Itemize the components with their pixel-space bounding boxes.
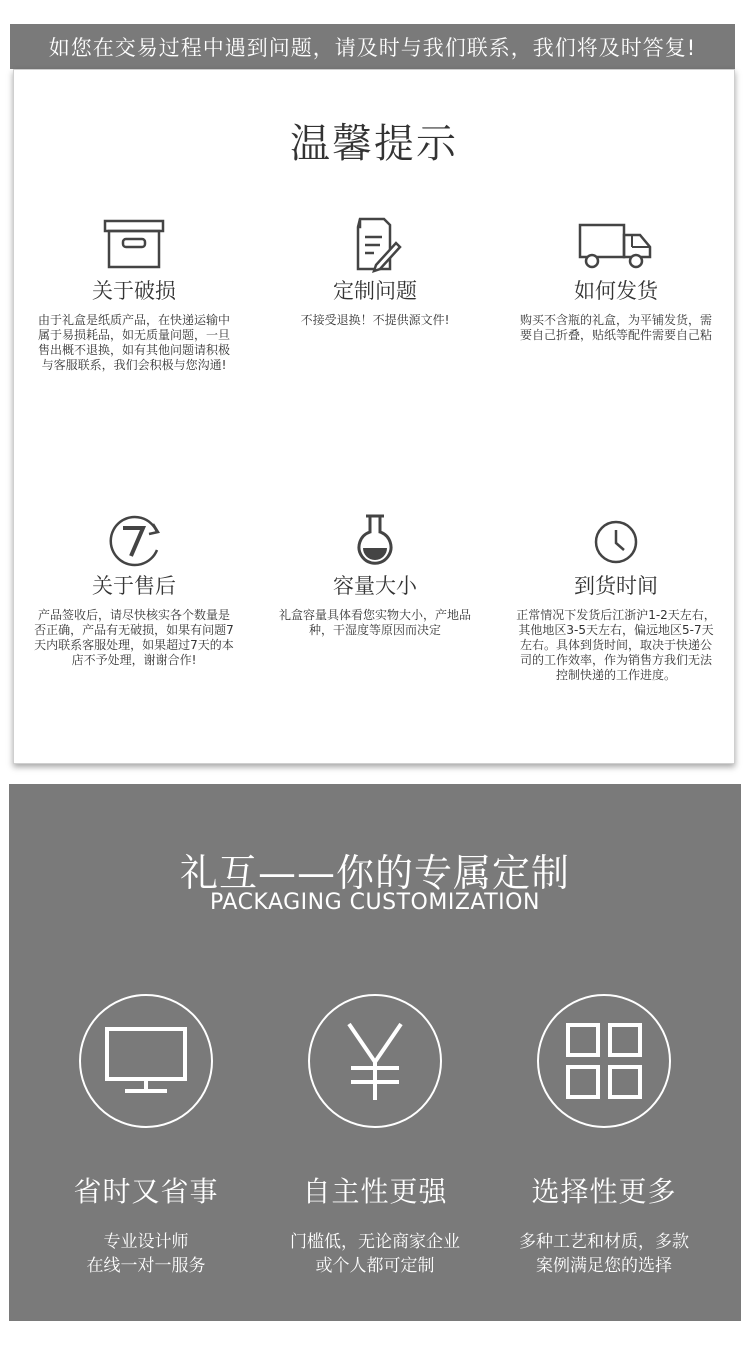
promo-title: 礼互——你的专属定制 (179, 851, 570, 895)
clock-icon (581, 510, 651, 570)
feature-body (260, 1230, 490, 1278)
tip-after-sale (29, 510, 239, 668)
feature-line: 门槛低，无论商家企业 (290, 1232, 460, 1252)
feature-body (31, 1230, 261, 1278)
truck-icon (576, 215, 656, 275)
feature-heading: 自主性更强 (302, 1175, 448, 1208)
feature-time-saving (31, 994, 261, 1278)
grid-icon (562, 1019, 646, 1103)
feature-line: 或个人都可定制 (315, 1256, 435, 1276)
feature-heading: 选择性更多 (531, 1175, 677, 1208)
feature-autonomy (260, 994, 490, 1278)
promo-section (9, 784, 741, 1321)
tip-heading: 到货时间 (574, 574, 658, 598)
tip-heading: 容量大小 (333, 574, 417, 598)
promo-subtitle: PACKAGING CUSTOMIZATION (210, 890, 540, 915)
feature-line: 多种工艺和材质，多款 (519, 1232, 689, 1252)
feature-circle (308, 994, 442, 1128)
feature-body (489, 1230, 719, 1278)
tip-body: 购买不含瓶的礼盒，为平铺发货，需要自己折叠，贴纸等配件需要自己粘 (519, 313, 712, 342)
tip-heading: 定制问题 (333, 279, 417, 303)
document-pen-icon (340, 215, 410, 275)
monitor-icon (101, 1021, 191, 1101)
tip-body: 正常情况下发货后江浙沪1-2天左右，其他地区3-5天左右，偏远地区5-7天左右。具体到货时间，取决于快递公司的工作效率，作为销售方我们无法控制快递的工作进度。 (516, 608, 716, 682)
seven-day-return-icon (99, 510, 169, 570)
tip-shipping (511, 215, 721, 343)
feature-circle (537, 994, 671, 1128)
tip-capacity (270, 510, 480, 638)
yen-icon (335, 1016, 415, 1106)
box-icon (99, 215, 169, 275)
tip-arrival (511, 510, 721, 683)
feature-choice (489, 994, 719, 1278)
tip-body: 不接受退换！不提供源文件! (300, 313, 450, 327)
tip-body: 由于礼盒是纸质产品，在快递运输中属于易损耗品，如无质量问题，一旦售出概不退换，如有其他问题请积极与客服联系，我们会积极与您沟通! (37, 313, 230, 372)
tip-heading: 关于售后 (92, 574, 176, 598)
feature-line: 专业设计师 (103, 1232, 189, 1252)
tip-heading: 关于破损 (92, 279, 176, 303)
feature-heading: 省时又省事 (73, 1175, 219, 1208)
tip-heading: 如何发货 (574, 279, 658, 303)
feature-line: 案例满足您的选择 (536, 1256, 672, 1276)
flask-icon (340, 510, 410, 570)
tips-title: 温馨提示 (290, 121, 458, 167)
tip-damage (29, 215, 239, 373)
feature-line: 在线一对一服务 (86, 1256, 206, 1276)
tip-body: 礼盒容量具体看您实物大小，产地品种，干湿度等原因而决定 (278, 608, 471, 637)
tip-body: 产品签收后，请尽快核实各个数量是否正确，产品有无破损，如果有问题7天内联系客服处理，如果超过7天的本店不予处理，谢谢合作! (34, 608, 234, 667)
tips-card (13, 69, 735, 764)
tip-custom (270, 215, 480, 328)
banner-text: 如您在交易过程中遇到问题，请及时与我们联系，我们将及时答复! (48, 35, 697, 60)
top-banner (10, 24, 735, 69)
feature-circle (79, 994, 213, 1128)
